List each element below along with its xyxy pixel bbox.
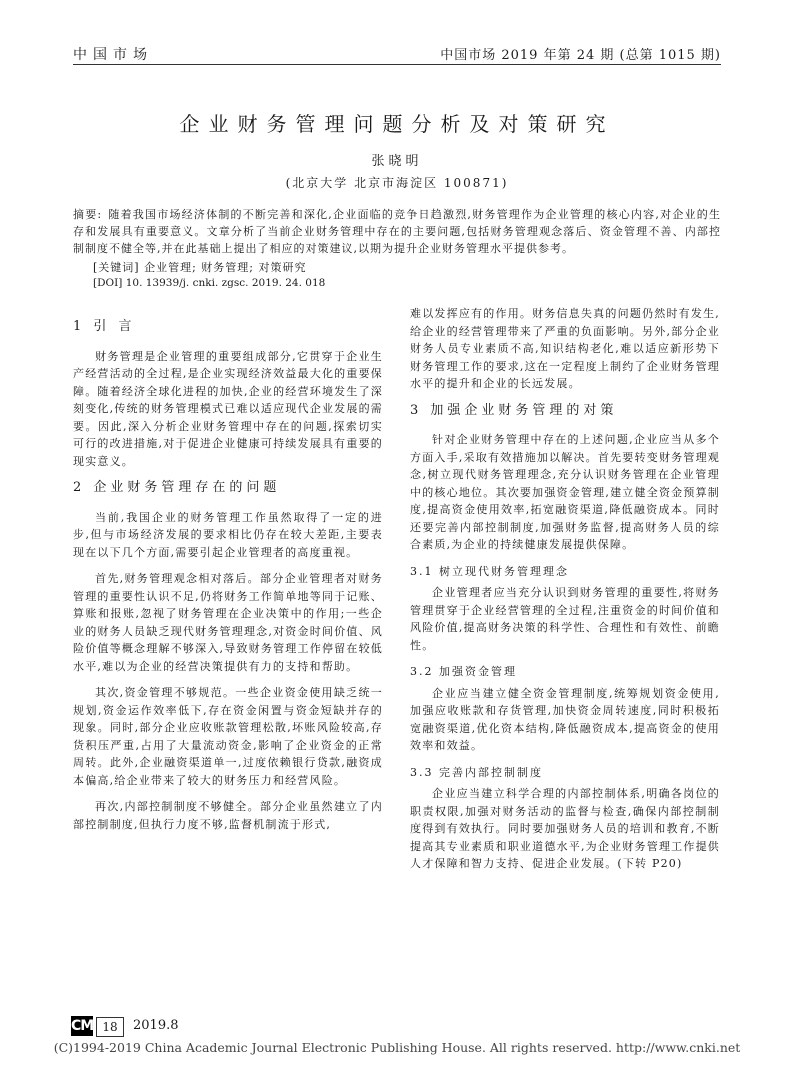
issue-info: 中国市场 2019 年第 24 期 (总第 1015 期) (440, 48, 721, 63)
paragraph: 企业应当建立科学合理的内部控制体系,明确各岗位的职责权限,加强对财务活动的监督与检查,确保内部控制制度得到有效执行。同时要加强财务人员的培训和教育,不断提高其专业素质和职业道德水平,为企业财务管理工作提供人才保障和智力支持、促进企业发展。(下转 P20) (410, 787, 720, 870)
author-affiliation: (北京大学 北京市海淀区 100871) (285, 176, 509, 190)
paragraph: 企业应当建立健全资金管理制度,统筹规划资金使用,加强应收账款和存货管理,加快资金周转速度,同时积极拓宽融资渠道,优化资本结构,降低融资成本,提高资金的使用效率和效益。 (410, 686, 720, 752)
page-number: 18 (96, 1017, 124, 1037)
abstract-text: 随着我国市场经济体制的不断完善和深化,企业面临的竞争日趋激烈,财务管理作为企业管理的核心内容,对企业的生存和发展具有重要意义。文章分析了当前企业财务管理中存在的主要问题,包括财务管理观念落后、资金管理不善、内部控制制度不健全等,并在此基础上提出了相应的对策建议,以期为提升企业财务管理水平提供参考。 (73, 208, 721, 255)
section-heading: 2 企业财务管理存在的问题 (73, 480, 281, 495)
article-title: 企业财务管理问题分析及对策研究 (179, 112, 615, 136)
issue-date: 2019.8 (133, 1018, 179, 1033)
journal-name: 中国市场 (73, 47, 153, 63)
subsection-heading: 3.3 完善内部控制制度 (410, 765, 543, 779)
paragraph: 难以发挥应有的作用。财务信息失真的问题仍然时有发生,给企业的经营管理带来了严重的负面影响。另外,部分企业财务人员专业素质不高,知识结构老化,难以适应新形势下财务管理工作的要求,这在一定程度上制约了企业财务管理水平的提升和企业的长远发展。 (410, 307, 720, 390)
doi: [DOI] 10. 13939/j. cnki. zgsc. 2019. 24. 018 (93, 277, 326, 289)
paragraph: 当前,我国企业的财务管理工作虽然取得了一定的进步,但与市场经济发展的要求相比仍存在较大差距,主要表现在以下几个方面,需要引起企业管理者的高度重视。 (73, 510, 383, 559)
running-header (73, 42, 721, 65)
abstract-label: 摘要: (73, 208, 103, 221)
paragraph: 再次,内部控制制度不够健全。部分企业虽然建立了内部控制制度,但执行力度不够,监督机制流于形式, (73, 800, 383, 831)
left-column (73, 312, 383, 842)
journal-logo: CM (71, 1018, 94, 1034)
paragraph: 其次,资金管理不够规范。一些企业资金使用缺乏统一规划,资金运作效率低下,存在资金闲置与资金短缺并存的现象。同时,部分企业应收账款管理松散,坏账风险较高,存货积压严重,占用了大量流动资金,影响了企业资金的正常周转。此外,企业融资渠道单一,过度依赖银行贷款,融资成本偏高,给企业带来了较大的财务压力和经营风险。 (73, 686, 383, 787)
subsection-heading: 3.1 树立现代财务管理理念 (410, 564, 569, 578)
section-heading: 3 加强企业财务管理的对策 (410, 402, 618, 418)
abstract-block (73, 206, 721, 257)
article-author: 张晓明 (371, 154, 423, 169)
section-heading: 1 引 言 (73, 319, 136, 334)
keywords: [关键词] 企业管理; 财务管理; 对策研究 (93, 261, 307, 274)
paragraph: 针对企业财务管理中存在的上述问题,企业应当从多个方面入手,采取有效措施加以解决。首先要转变财务管理观念,树立现代财务管理理念,充分认识财务管理在企业管理中的核心地位。其次要加强资金管理,建立健全资金预算制度,提高资金使用效率,拓宽融资渠道,降低融资成本。同时还要完善内部控制制度,加强财务监督,提高财务人员的综合素质,为企业的持续健康发展提供保障。 (410, 433, 720, 551)
paragraph: 财务管理是企业管理的重要组成部分,它贯穿于企业生产经营活动的全过程,是企业实现经济效益最大化的重要保障。随着经济全球化进程的加快,企业的经营环境发生了深刻变化,传统的财务管理模式已难以适应现代企业发展的需要。因此,深入分析企业财务管理中存在的问题,探索切实可行的改进措施,对于促进企业健康可持续发展具有重要的现实意义。 (73, 349, 383, 468)
paragraph: 首先,财务管理观念相对落后。部分企业管理者对财务管理的重要性认识不足,仍将财务工作简单地等同于记账、算账和报账,忽视了财务管理在企业决策中的作用;一些企业的财务人员缺乏现代财务管理理念,对资金时间价值、风险价值等概念理解不够深入,导致财务管理工作停留在较低水平,难以为企业的经营决策提供有力的支持和帮助。 (73, 572, 383, 673)
right-column (410, 305, 720, 882)
subsection-heading: 3.2 加强资金管理 (410, 665, 517, 678)
copyright-notice: (C)1994-2019 China Academic Journal Electronic Publishing House. All rights reserved. http://www.cnki.net (53, 1040, 741, 1055)
paragraph: 企业管理者应当充分认识到财务管理的重要性,将财务管理贯穿于企业经营管理的全过程,注重资金的时间价值和风险价值,提高财务决策的科学性、合理性和有效性、前瞻性。 (410, 586, 720, 652)
